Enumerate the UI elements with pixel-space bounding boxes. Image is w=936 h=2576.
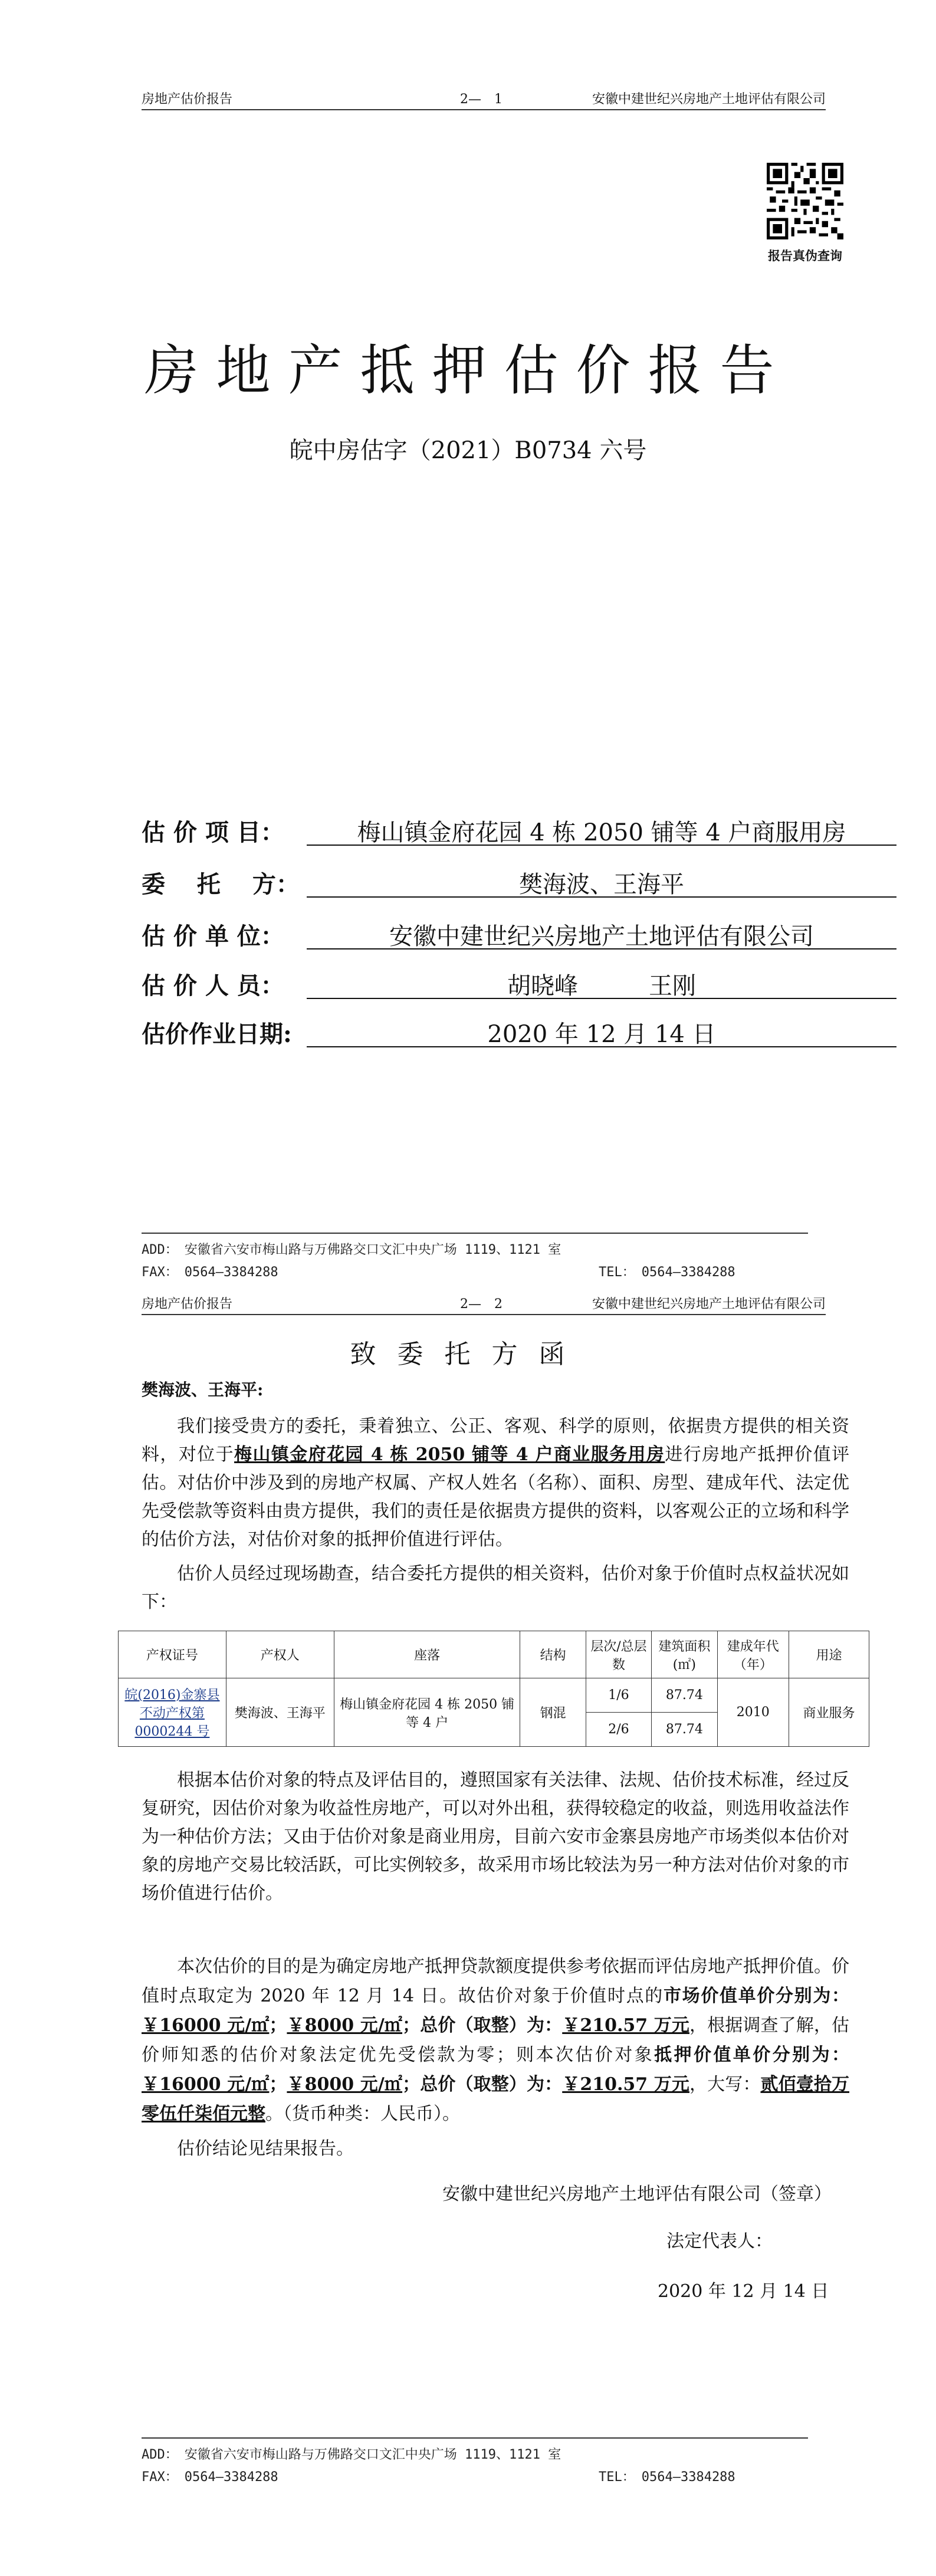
paragraph-methodology: 根据本估价对象的特点及评估目的，遵照国家有关法律、法规、估价技术标准，经过反复研究，因估价对象为收益性房地产，可以对外出租，获得较稳定的收益，则选用收益法作为一种估价方法；又由于估价对象是商业用房，目前六安市金寨县房地产市场类似本估价对象的房地产交易比较活跃，可比实例较多，故采用市场比较法为另一种方法对估价对象的市场价值进行估价。	[142, 1770, 849, 1904]
paragraph-intro	[142, 1412, 849, 1554]
footer-divider	[142, 1233, 808, 1234]
use-cell: 商业服务	[789, 1678, 869, 1747]
text: ；	[269, 2015, 287, 2036]
signature-representative: 法定代表人：	[666, 2231, 773, 2252]
mortgage-unit-price-2: ￥8000 元/㎡	[287, 2074, 403, 2095]
field-label: 估价作业日期:	[142, 1020, 292, 1048]
property-info-table	[118, 1631, 869, 1747]
field-value: 2020 年 12 月 14 日	[307, 1016, 896, 1047]
text: ；总价（取整）为：	[402, 2074, 563, 2095]
field-label: 估 价 项 目：	[142, 819, 284, 846]
market-unit-price-1: ￥16000 元/㎡	[142, 2015, 270, 2036]
text: 进行房地产抵押价值评估。对估价中涉及到的房地产权属、产权人姓名（名称）、面积、房型、建成年代、法定优先受偿款等资料由贵方提供，我们的责任是依据贵方提供的资料，以客观公正的立场和科学的估价方法，对估价对象的抵押价值进行评估。	[142, 1444, 850, 1550]
year-cell: 2010	[717, 1678, 789, 1747]
column-header: 产权证号	[119, 1631, 226, 1678]
text: 抵押价值单价分别为：	[654, 2045, 850, 2065]
cert-number: 皖(2016)金寨县不动产权第0000244 号	[119, 1678, 226, 1747]
column-header: 座落	[334, 1631, 520, 1678]
footer-tel: TEL： 0564—3384288	[599, 1265, 735, 1280]
mortgage-total-price: ￥210.57 万元	[562, 2074, 689, 2095]
field-appraisers	[142, 967, 826, 1000]
market-total-price: ￥210.57 万元	[562, 2015, 689, 2036]
header-left: 房地产估价报告	[142, 1297, 233, 1312]
field-client	[142, 866, 826, 899]
footer-fax: FAX： 0564—3384288	[142, 1265, 278, 1280]
qr-code-icon[interactable]	[767, 163, 843, 239]
location-cell: 梅山镇金府花园 4 栋 2050 铺等 4 户	[334, 1678, 520, 1747]
footer-divider	[142, 2437, 808, 2439]
text: 。（货币种类：人民币）。	[265, 2104, 460, 2124]
field-project	[142, 814, 846, 847]
field-work-date	[142, 1016, 826, 1049]
text: ，大写：	[689, 2074, 761, 2095]
area-cell: 87.74	[652, 1678, 717, 1713]
column-header: 建筑面积(㎡)	[652, 1631, 717, 1678]
table-header-row	[119, 1631, 869, 1678]
field-label: 委 托 方：	[142, 870, 300, 898]
paragraph-valuation	[142, 1952, 849, 2129]
text: ；总价（取整）为：	[402, 2015, 563, 2036]
floor-cell: 2/6	[586, 1713, 651, 1747]
column-header: 层次/总层数	[586, 1631, 651, 1678]
column-header: 结构	[520, 1631, 586, 1678]
property-name: 梅山镇金府花园 4 栋 2050 铺等 4 户商业服务用房	[234, 1444, 665, 1465]
field-label: 估 价 人 员：	[142, 972, 284, 1000]
paragraph-inspection: 估价人员经过现场勘查，结合委托方提供的相关资料，估价对象于价值时点权益状况如下：	[142, 1563, 849, 1612]
owner-cell: 樊海波、王海平	[226, 1678, 334, 1747]
header-right: 安徽中建世纪兴房地产土地评估有限公司	[592, 1297, 826, 1312]
footer-address: ADD： 安徽省六安市梅山路与万佛路交口文汇中央广场 1119、1121 室	[142, 2447, 561, 2462]
footer-fax: FAX： 0564—3384288	[142, 2470, 278, 2485]
text: 市场价值单价分别为：	[663, 1986, 850, 2006]
total-in-words: 贰佰壹拾万零伍仟柒佰元整	[142, 2074, 849, 2124]
page1-header	[142, 86, 826, 110]
signature-date: 2020 年 12 月 14 日	[658, 2281, 829, 2302]
field-label: 估 价 单 位：	[142, 922, 284, 950]
report-reference-number: 皖中房估字（2021）B0734 六号	[289, 437, 647, 464]
text: ，根据调查了解，估价师知悉的估价对象法定优先受偿款为零；则本次估价对象	[142, 2015, 849, 2065]
text: 本次估价的目的是为确定房地产抵押贷款额度提供参考依据而评估房地产抵押价值。价值时点取定为 2020 年 12 月 14 日。故估价对象于价值时点的	[142, 1956, 849, 2006]
field-value: 安徽中建世纪兴房地产土地评估有限公司	[307, 918, 896, 949]
floor-cell: 1/6	[586, 1678, 651, 1713]
column-header: 用途	[789, 1631, 869, 1678]
structure-cell: 钢混	[520, 1678, 586, 1747]
qr-caption: 报告真伪查询	[768, 248, 842, 263]
header-right: 安徽中建世纪兴房地产土地评估有限公司	[592, 92, 826, 107]
text: 我们接受贵方的委托，秉着独立、公正、客观、科学的原则，依据贵方提供的相关资料，对位于	[142, 1416, 849, 1465]
report-title: 房地产抵押估价报告	[144, 339, 792, 402]
letter-title: 致委托方函	[350, 1339, 586, 1369]
footer-tel: TEL： 0564—3384288	[599, 2470, 735, 2485]
market-unit-price-2: ￥8000 元/㎡	[287, 2015, 403, 2036]
header-page-number: 2— 1	[460, 92, 503, 107]
field-value: 胡晓峰 王刚	[307, 967, 896, 999]
paragraph-conclusion: 估价结论见结果报告。	[177, 2138, 354, 2159]
header-left: 房地产估价报告	[142, 92, 233, 107]
table-row	[119, 1678, 869, 1713]
salutation: 樊海波、王海平:	[142, 1380, 264, 1399]
column-header: 产权人	[226, 1631, 334, 1678]
page2-header	[142, 1290, 826, 1315]
header-page-number: 2— 2	[460, 1297, 503, 1312]
field-appraiser-company	[142, 918, 826, 951]
signature-company: 安徽中建世纪兴房地产土地评估有限公司（签章）	[442, 2184, 832, 2204]
text: ；	[269, 2074, 287, 2095]
field-value: 梅山镇金府花园 4 栋 2050 铺等 4 户商服用房	[307, 814, 896, 846]
mortgage-unit-price-1: ￥16000 元/㎡	[142, 2074, 270, 2095]
field-value: 樊海波、王海平	[307, 866, 896, 898]
footer-address: ADD： 安徽省六安市梅山路与万佛路交口文汇中央广场 1119、1121 室	[142, 1243, 561, 1257]
area-cell: 87.74	[652, 1713, 717, 1747]
column-header: 建成年代（年）	[717, 1631, 789, 1678]
